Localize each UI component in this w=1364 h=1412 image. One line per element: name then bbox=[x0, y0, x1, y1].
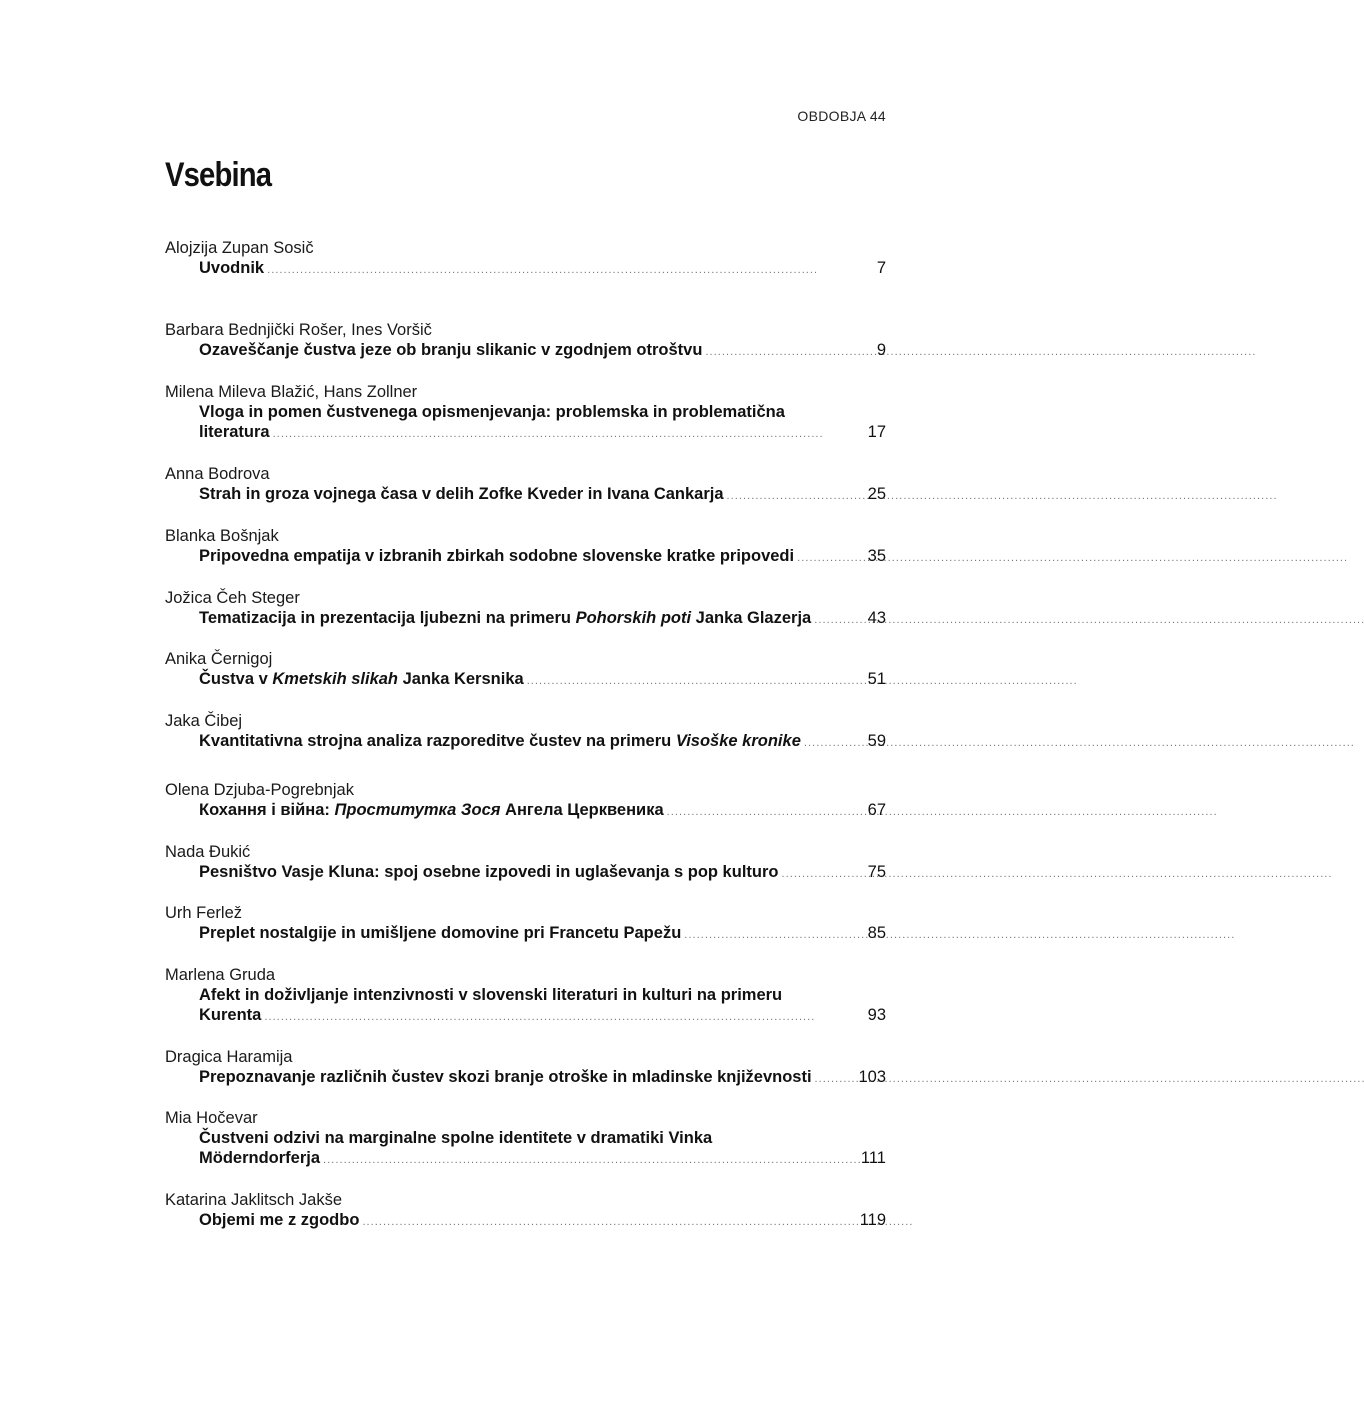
entry-page-number: 25 bbox=[867, 485, 886, 503]
toc-entry[interactable] bbox=[165, 903, 886, 943]
toc-entry[interactable] bbox=[165, 588, 886, 628]
entry-title-row[interactable] bbox=[165, 1067, 886, 1087]
entry-author: Olena Dzjuba-Pogrebnjak bbox=[165, 781, 354, 799]
entry-title-row[interactable] bbox=[165, 484, 886, 504]
entry-page-number: 103 bbox=[858, 1068, 886, 1086]
entry-title-row[interactable] bbox=[165, 546, 886, 566]
entry-title-row[interactable] bbox=[165, 731, 886, 751]
entry-page-number: 75 bbox=[867, 863, 886, 881]
entry-title[interactable]: Pesništvo Vasje Kluna: spoj osebne izpovedi in uglaševanja s pop kulturo bbox=[199, 863, 779, 881]
toc-entry[interactable] bbox=[165, 464, 886, 504]
entry-title-line[interactable]: Afekt in doživljanje intenzivnosti v slovenski literaturi in kulturi na primeru bbox=[199, 986, 783, 1004]
entry-page-number: 85 bbox=[867, 924, 886, 942]
toc-entry[interactable] bbox=[165, 238, 886, 278]
entry-author: Barbara Bednjički Rošer, Ines Voršič bbox=[165, 321, 432, 339]
toc-entry[interactable] bbox=[165, 382, 886, 442]
entry-title[interactable]: Uvodnik bbox=[199, 259, 265, 277]
entry-author: Marlena Gruda bbox=[165, 966, 276, 984]
entry-author: Alojzija Zupan Sosič bbox=[165, 239, 314, 257]
entry-title[interactable]: Pripovedna empatija v izbranih zbirkah sodobne slovenske kratke pripovedi bbox=[199, 547, 795, 565]
page-title: Vsebina bbox=[165, 156, 272, 194]
entry-title-row[interactable] bbox=[165, 923, 886, 943]
toc-entry[interactable] bbox=[165, 842, 886, 882]
entry-title[interactable]: Kurenta bbox=[199, 1006, 262, 1024]
dot-leader bbox=[264, 1007, 865, 1027]
entry-title-row[interactable] bbox=[165, 669, 886, 689]
dot-leader bbox=[727, 486, 866, 506]
dot-leader bbox=[705, 342, 874, 362]
entry-title[interactable]: Strah in groza vojnega časa v delih Zofke Kveder in Ivana Cankarja bbox=[199, 485, 724, 503]
entry-title[interactable]: Кохання і війна: Проститутка Зося Ангела Церквеника bbox=[199, 801, 664, 819]
toc-entry[interactable] bbox=[165, 1047, 886, 1087]
entry-title[interactable]: literatura bbox=[199, 423, 270, 441]
dot-leader bbox=[667, 802, 866, 822]
entry-title-row[interactable] bbox=[165, 800, 886, 820]
entry-page-number: 51 bbox=[867, 670, 886, 688]
entry-page-number: 17 bbox=[867, 423, 886, 441]
entry-author: Blanka Bošnjak bbox=[165, 527, 279, 545]
entry-title-row[interactable] bbox=[165, 258, 886, 278]
entry-page-number: 35 bbox=[867, 547, 886, 565]
running-head: OBDOBJA 44 bbox=[797, 108, 886, 124]
dot-leader bbox=[804, 733, 866, 753]
entry-title[interactable]: Möderndorferja bbox=[199, 1149, 321, 1167]
entry-title-row[interactable] bbox=[165, 608, 886, 628]
entry-author: Milena Mileva Blažić, Hans Zollner bbox=[165, 383, 418, 401]
entry-title-line[interactable]: Vloga in pomen čustvenega opismenjevanja: problemska in problematična bbox=[199, 403, 785, 421]
dot-leader bbox=[273, 424, 866, 444]
entry-title[interactable]: Čustva v Kmetskih slikah Janka Kersnika bbox=[199, 670, 524, 688]
entry-title[interactable]: Tematizacija in prezentacija ljubezni na primeru Pohorskih poti Janka Glazerja bbox=[199, 609, 812, 627]
entry-author: Dragica Haramija bbox=[165, 1048, 293, 1066]
entry-title[interactable]: Kvantitativna strojna analiza razporeditve čustev na primeru Visoške kronike bbox=[199, 732, 801, 750]
entry-page-number: 111 bbox=[860, 1149, 886, 1167]
entry-author: Jožica Čeh Steger bbox=[165, 589, 300, 607]
entry-title[interactable]: Ozaveščanje čustva jeze ob branju slikanic v zgodnjem otroštvu bbox=[199, 341, 703, 359]
entry-title-row[interactable] bbox=[165, 1005, 886, 1025]
entry-title-row[interactable] bbox=[165, 862, 886, 882]
entry-author: Mia Hočevar bbox=[165, 1109, 258, 1127]
entry-page-number: 9 bbox=[876, 341, 886, 359]
entry-author: Urh Ferlež bbox=[165, 904, 243, 922]
entry-title[interactable]: Preplet nostalgije in umišljene domovine pri Francetu Papežu bbox=[199, 924, 682, 942]
entry-author: Anna Bodrova bbox=[165, 465, 270, 483]
toc-entry[interactable] bbox=[165, 526, 886, 566]
dot-leader bbox=[814, 610, 865, 630]
entry-page-number: 67 bbox=[867, 801, 886, 819]
dot-leader bbox=[362, 1212, 857, 1232]
toc-entry[interactable] bbox=[165, 965, 886, 1025]
entry-page-number: 43 bbox=[867, 609, 886, 627]
entry-author: Anika Černigoj bbox=[165, 650, 273, 668]
entry-title-row[interactable] bbox=[165, 422, 886, 442]
dot-leader bbox=[684, 925, 865, 945]
entry-title[interactable]: Objemi me z zgodbo bbox=[199, 1211, 360, 1229]
entry-title[interactable]: Prepoznavanje različnih čustev skozi branje otroške in mladinske književnosti bbox=[199, 1068, 812, 1086]
entry-title-line[interactable]: Čustveni odzivi na marginalne spolne identitete v dramatiki Vinka bbox=[199, 1129, 713, 1147]
entry-author: Katarina Jaklitsch Jakše bbox=[165, 1191, 342, 1209]
entry-page-number: 59 bbox=[867, 732, 886, 750]
dot-leader bbox=[797, 548, 866, 568]
entry-author: Jaka Čibej bbox=[165, 712, 243, 730]
toc-entry[interactable] bbox=[165, 711, 886, 751]
toc-entry[interactable] bbox=[165, 1190, 886, 1230]
dot-leader bbox=[323, 1150, 859, 1170]
dot-leader bbox=[815, 1069, 857, 1089]
entry-page-number: 93 bbox=[867, 1006, 886, 1024]
dot-leader bbox=[781, 864, 865, 884]
entry-page-number: 7 bbox=[876, 259, 886, 277]
toc-entry[interactable] bbox=[165, 1108, 886, 1168]
entry-title-row[interactable] bbox=[165, 1210, 886, 1230]
dot-leader bbox=[527, 671, 866, 691]
toc-entry[interactable] bbox=[165, 780, 886, 820]
entry-title-row[interactable] bbox=[165, 1148, 886, 1168]
toc-entry[interactable] bbox=[165, 649, 886, 689]
entry-page-number: 119 bbox=[859, 1211, 886, 1229]
dot-leader bbox=[267, 260, 875, 280]
toc-entry[interactable] bbox=[165, 320, 886, 360]
entry-author: Nada Đukić bbox=[165, 843, 251, 861]
entry-title-row[interactable] bbox=[165, 340, 886, 360]
